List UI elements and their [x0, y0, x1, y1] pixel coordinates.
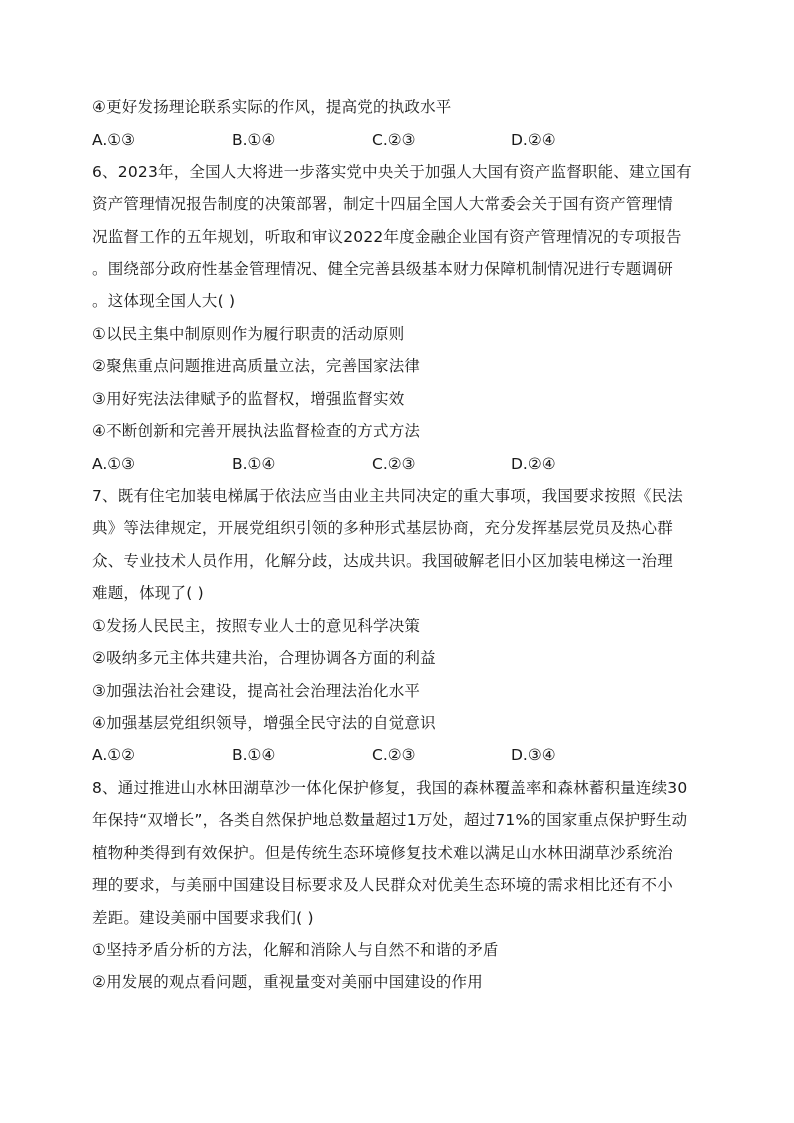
answer-option: C.②③: [372, 455, 416, 473]
question-text: 。围绕部分政府性基金管理情况、健全完善县级基本财力保障机制情况进行专题调研: [92, 260, 673, 278]
choice-statement: ①坚持矛盾分析的方法，化解和消除人与自然不和谐的矛盾: [92, 941, 499, 959]
choice-statement: ④更好发扬理论联系实际的作风，提高党的执政水平: [92, 98, 452, 116]
choice-statement: ③加强法治社会建设，提高社会治理法治化水平: [92, 682, 421, 700]
question-text: 难题，体现了( ): [92, 584, 204, 602]
choice-statement: ④不断创新和完善开展执法监督检查的方式方法: [92, 422, 421, 440]
choice-statement: ①发扬人民民主，按照专业人士的意见科学决策: [92, 617, 421, 635]
choice-statement: ①以民主集中制原则作为履行职责的活动原则: [92, 325, 405, 343]
answer-option: A.①③: [92, 131, 136, 149]
answer-option: B.①④: [232, 455, 276, 473]
answer-option: C.②③: [372, 131, 416, 149]
question-text: 理的要求，与美丽中国建设目标要求及人民群众对优美生态环境的需求相比还有不小: [92, 876, 673, 894]
question-text: 植物种类得到有效保护。但是传统生态环境修复技术难以满足山水林田湖草沙系统治: [92, 844, 673, 862]
answer-option: D.②④: [511, 455, 556, 473]
question-text: 6、2023年，全国人大将进一步落实党中央关于加强人大国有资产监督职能、建立国有: [92, 163, 692, 181]
answer-option: A.①②: [92, 746, 136, 764]
answer-option: C.②③: [372, 746, 416, 764]
question-text: 8、通过推进山水林田湖草沙一体化保护修复，我国的森林覆盖率和森林蓄积量连续30: [92, 779, 688, 797]
question-text: 7、既有住宅加装电梯属于依法应当由业主共同决定的重大事项，我国要求按照《民法: [92, 487, 683, 505]
question-text: 年保持“双增长”，各类自然保护地总数量超过1万处，超过71%的国家重点保护野生动: [92, 811, 688, 829]
question-text: 。这体现全国人大( ): [92, 292, 236, 310]
answer-option: A.①③: [92, 455, 136, 473]
choice-statement: ②聚焦重点问题推进高质量立法，完善国家法律: [92, 357, 421, 375]
choice-statement: ④加强基层党组织领导，增强全民守法的自觉意识: [92, 714, 436, 732]
answer-option: B.①④: [232, 746, 276, 764]
question-text: 资产管理情况报告制度的决策部署，制定十四届全国人大常委会关于国有资产管理情: [92, 195, 673, 213]
question-text: 差距。建设美丽中国要求我们( ): [92, 909, 314, 927]
question-text: 众、专业技术人员作用，化解分歧，达成共识。我国破解老旧小区加装电梯这一治理: [92, 552, 673, 570]
answer-option: B.①④: [232, 131, 276, 149]
answer-option: D.③④: [511, 746, 556, 764]
choice-statement: ③用好宪法法律赋予的监督权，增强监督实效: [92, 390, 405, 408]
question-text: 况监督工作的五年规划，听取和审议2022年度金融企业国有资产管理情况的专项报告: [92, 228, 682, 246]
answer-option: D.②④: [511, 131, 556, 149]
question-text: 典》等法律规定，开展党组织引领的多种形式基层协商，充分发挥基层党员及热心群: [92, 519, 673, 537]
choice-statement: ②用发展的观点看问题，重视量变对美丽中国建设的作用: [92, 973, 483, 991]
choice-statement: ②吸纳多元主体共建共治，合理协调各方面的利益: [92, 649, 436, 667]
